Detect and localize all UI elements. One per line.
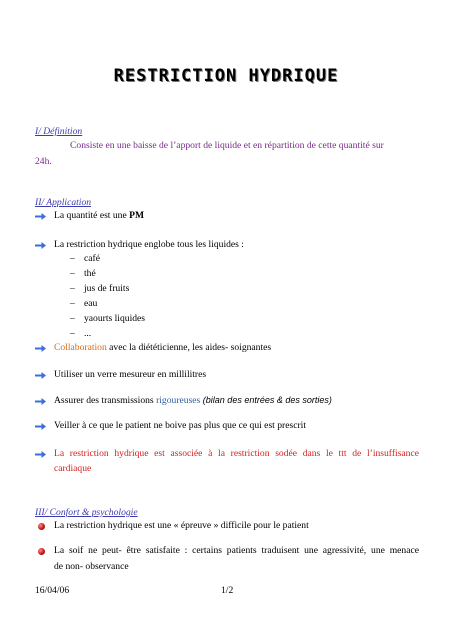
application-item-transmissions <box>54 395 332 406</box>
arrow-bullet-icon <box>35 372 46 379</box>
application-item-supervision: Veiller à ce que le patient ne boive pas plus que ce qui est prescrit <box>54 420 307 431</box>
red-bullet-icon <box>38 523 45 530</box>
arrow-bullet-icon <box>35 213 46 220</box>
liquid-list-item: – eau <box>70 298 98 309</box>
arrow-bullet-icon <box>35 345 46 352</box>
application-item-quantity-text: La quantité est une <box>54 210 130 221</box>
liquid-list-item: – ... <box>70 328 92 339</box>
liquid-list-item: – café <box>70 253 100 264</box>
liquid-label: ... <box>84 328 92 339</box>
liquid-list-item: – yaourts liquides <box>70 313 146 324</box>
liquid-label: yaourts liquides <box>84 313 146 324</box>
arrow-bullet-icon <box>35 423 46 430</box>
application-item-quantity-bold: PM <box>129 210 145 221</box>
section-heading-confort: III/ Confort & psychologie <box>35 507 138 518</box>
document-title: RESTRICTION HYDRIQUE <box>113 66 339 86</box>
application-item-sodium-line2: cardiaque <box>54 463 92 474</box>
confort-item-thirst-line1: La soif ne peut- être satisfaite : certains patients traduisent une agressivité, une menace <box>54 545 419 556</box>
section-heading-application: II/ Application <box>35 197 92 208</box>
confort-item-ordeal: La restriction hydrique est une « épreuve » difficile pour le patient <box>54 520 309 531</box>
definition-text-line1: Consiste en une baisse de l’apport de liquide et en répartition de cette quantité sur <box>70 140 384 151</box>
arrow-bullet-icon <box>35 451 46 458</box>
transmissions-highlight: rigoureuses <box>156 395 201 406</box>
arrow-bullet-icon <box>35 242 46 249</box>
application-item-measuring-glass: Utiliser un verre mesureur en millilitres <box>54 369 207 380</box>
liquid-list-item: – jus de fruits <box>70 283 130 294</box>
liquid-label: café <box>84 253 100 264</box>
collaboration-highlight: Collaboration <box>54 342 107 353</box>
liquid-label: thé <box>84 268 96 279</box>
footer-date: 16/04/06 <box>35 585 70 596</box>
red-bullet-icon <box>38 548 45 555</box>
application-item-liquids: La restriction hydrique englobe tous les liquides : <box>54 239 244 250</box>
arrow-bullet-icon <box>35 398 46 405</box>
application-item-sodium-line1: La restriction hydrique est associée à la restriction sodée dans le ttt de l’insuffisance <box>54 448 419 459</box>
transmissions-text: Assurer des transmissions <box>54 395 157 406</box>
collaboration-rest: avec la diététicienne, les aides- soignantes <box>106 342 272 353</box>
liquid-label: eau <box>84 298 98 309</box>
footer-page-number: 1/2 <box>221 585 234 596</box>
transmissions-parenthesis: (bilan des entrées & des sorties) <box>200 395 332 405</box>
liquid-list-item: – thé <box>70 268 96 279</box>
section-heading-definition: I/ Définition <box>35 126 83 137</box>
application-item-collaboration <box>54 342 271 353</box>
liquid-label: jus de fruits <box>84 283 130 294</box>
confort-item-thirst-line2: de non- observance <box>54 561 129 572</box>
definition-text-line2: 24h. <box>35 156 52 167</box>
application-item-quantity <box>54 210 144 221</box>
